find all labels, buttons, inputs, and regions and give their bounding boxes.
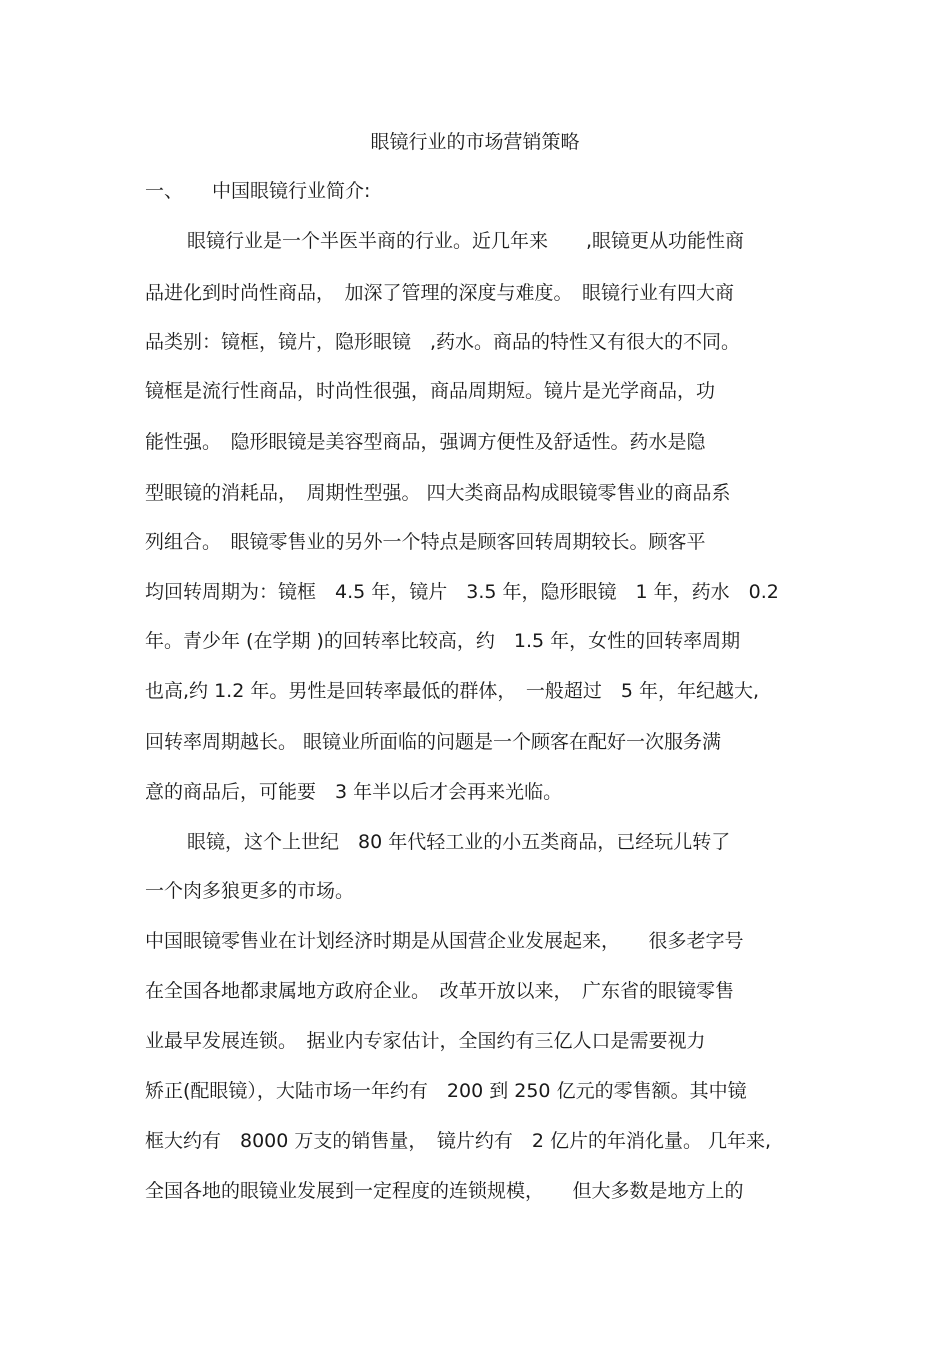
paragraph-line: 回转率周期越长。 眼镜业所面临的问题是一个顾客在配好一次服务满 — [145, 731, 722, 753]
paragraph-line: 能性强。 隐形眼镜是美容型商品，强调方便性及舒适性。药水是隐 — [145, 431, 706, 453]
paragraph-line: 矫正(配眼镜），大陆市场一年约有 200 到 250 亿元的零售额。其中镜 — [145, 1080, 747, 1102]
section-heading — [145, 177, 370, 205]
paragraph-line: 也高,约 1.2 年。男性是回转率最低的群体， 一般超过 5 年，年纪越大, — [145, 680, 760, 702]
paragraph-line: 全国各地的眼镜业发展到一定程度的连锁规模， 但大多数是地方上的 — [145, 1180, 744, 1202]
paragraph-line: 中国眼镜零售业在计划经济时期是从国营企业发展起来， 很多老字号 — [145, 930, 744, 952]
section-number: 一、 — [145, 180, 184, 202]
paragraph-line: 一个肉多狼更多的市场。 — [145, 880, 355, 902]
paragraph-line: 镜框是流行性商品，时尚性很强，商品周期短。镜片是光学商品，功 — [145, 380, 716, 402]
document-title: 眼镜行业的市场营销策略 — [370, 131, 580, 153]
paragraph-line: 品类别：镜框，镜片，隐形眼镜 ,药水。商品的特性又有很大的不同。 — [145, 331, 741, 353]
paragraph-line: 眼镜，这个上世纪 80 年代轻工业的小五类商品，已经玩儿转了 — [187, 831, 731, 853]
paragraph-line: 眼镜行业是一个半医半商的行业。近几年来 ,眼镜更从功能性商 — [187, 230, 745, 252]
section-title: 中国眼镜行业简介: — [212, 180, 371, 202]
paragraph-line: 列组合。 眼镜零售业的另外一个特点是顾客回转周期较长。顾客平 — [145, 531, 706, 553]
paragraph-line: 均回转周期为：镜框 4.5 年，镜片 3.5 年，隐形眼镜 1 年，药水 0.2 — [145, 581, 779, 603]
paragraph-line: 在全国各地都隶属地方政府企业。 改革开放以来， 广东省的眼镜零售 — [145, 980, 735, 1002]
paragraph-line: 框大约有 8000 万支的销售量， 镜片约有 2 亿片的年消化量。 几年来, — [145, 1130, 772, 1152]
paragraph-line: 年。青少年 (在学期 )的回转率比较高，约 1.5 年，女性的回转率周期 — [145, 630, 741, 652]
paragraph-line: 业最早发展连锁。 据业内专家估计，全国约有三亿人口是需要视力 — [145, 1030, 706, 1052]
paragraph-line: 型眼镜的消耗品， 周期性型强。 四大类商品构成眼镜零售业的商品系 — [145, 482, 731, 504]
paragraph-line: 意的商品后，可能要 3 年半以后才会再来光临。 — [145, 781, 563, 803]
paragraph-line: 品进化到时尚性商品， 加深了管理的深度与难度。 眼镜行业有四大商 — [145, 282, 735, 304]
